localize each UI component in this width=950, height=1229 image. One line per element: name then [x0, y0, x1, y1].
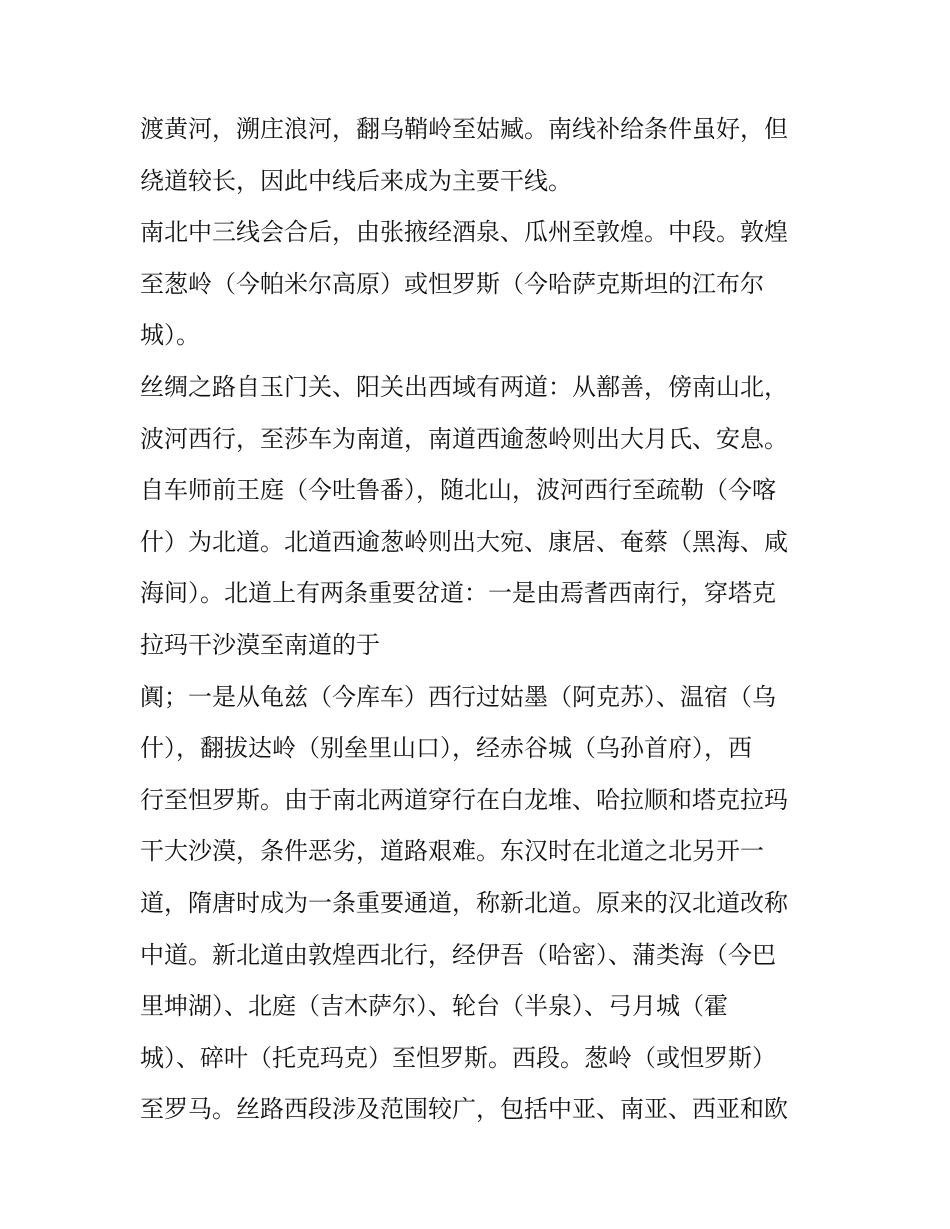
- text-line: 什），翻拔达岭（别垒里山口），经赤谷城（乌孙首府），西: [140, 734, 752, 763]
- text-line: 什）为北道。北道西逾葱岭则出大宛、康居、奄蔡（黑海、咸: [140, 527, 788, 556]
- text-line: 至罗马。丝路西段涉及范围较广，包括中亚、南亚、西亚和欧: [140, 1095, 788, 1124]
- text-line: 丝绸之路自玉门关、阳关出西域有两道：从鄯善，傍南山北，: [140, 372, 788, 401]
- text-line: 城）。: [140, 321, 200, 350]
- text-line: 南北中三线会合后，由张掖经酒泉、瓜州至敦煌。中段。敦煌: [140, 218, 788, 247]
- text-line: 自车师前王庭（今吐鲁番），随北山，波河西行至疏勒（今喀: [140, 476, 776, 505]
- text-line: 阗；一是从龟兹（今库车）西行过姑墨（阿克苏）、温宿（乌: [140, 682, 776, 711]
- text-line: 海间）。北道上有两条重要岔道：一是由焉耆西南行，穿塔克: [140, 579, 776, 608]
- document-body: [140, 104, 830, 1136]
- text-line: 中道。新北道由敦煌西北行，经伊吾（哈密）、蒲类海（今巴: [140, 940, 776, 969]
- text-line: 波河西行，至莎车为南道，南道西逾葱岭则出大月氏、安息。: [140, 424, 788, 453]
- text-line: 拉玛干沙漠至南道的于: [140, 630, 380, 659]
- text-line: 渡黄河，溯庄浪河，翻乌鞘岭至姑臧。南线补给条件虽好，但: [140, 115, 788, 143]
- text-line: 至葱岭（今帕米尔高原）或怛罗斯（今哈萨克斯坦的江布尔: [140, 269, 764, 298]
- text-line: 城）、碎叶（托克玛克）至怛罗斯。西段。葱岭（或怛罗斯）: [140, 1043, 776, 1072]
- text-line: 绕道较长，因此中线后来成为主要干线。: [140, 166, 572, 195]
- text-line: 干大沙漠，条件恶劣，道路艰难。东汉时在北道之北另开一: [140, 837, 764, 866]
- text-line: 道，隋唐时成为一条重要通道，称新北道。原来的汉北道改称: [140, 888, 788, 917]
- text-line: 行至怛罗斯。由于南北两道穿行在白龙堆、哈拉顺和塔克拉玛: [140, 785, 788, 814]
- text-line: 里坤湖）、北庭（吉木萨尔）、轮台（半泉）、弓月城（霍: [140, 992, 728, 1021]
